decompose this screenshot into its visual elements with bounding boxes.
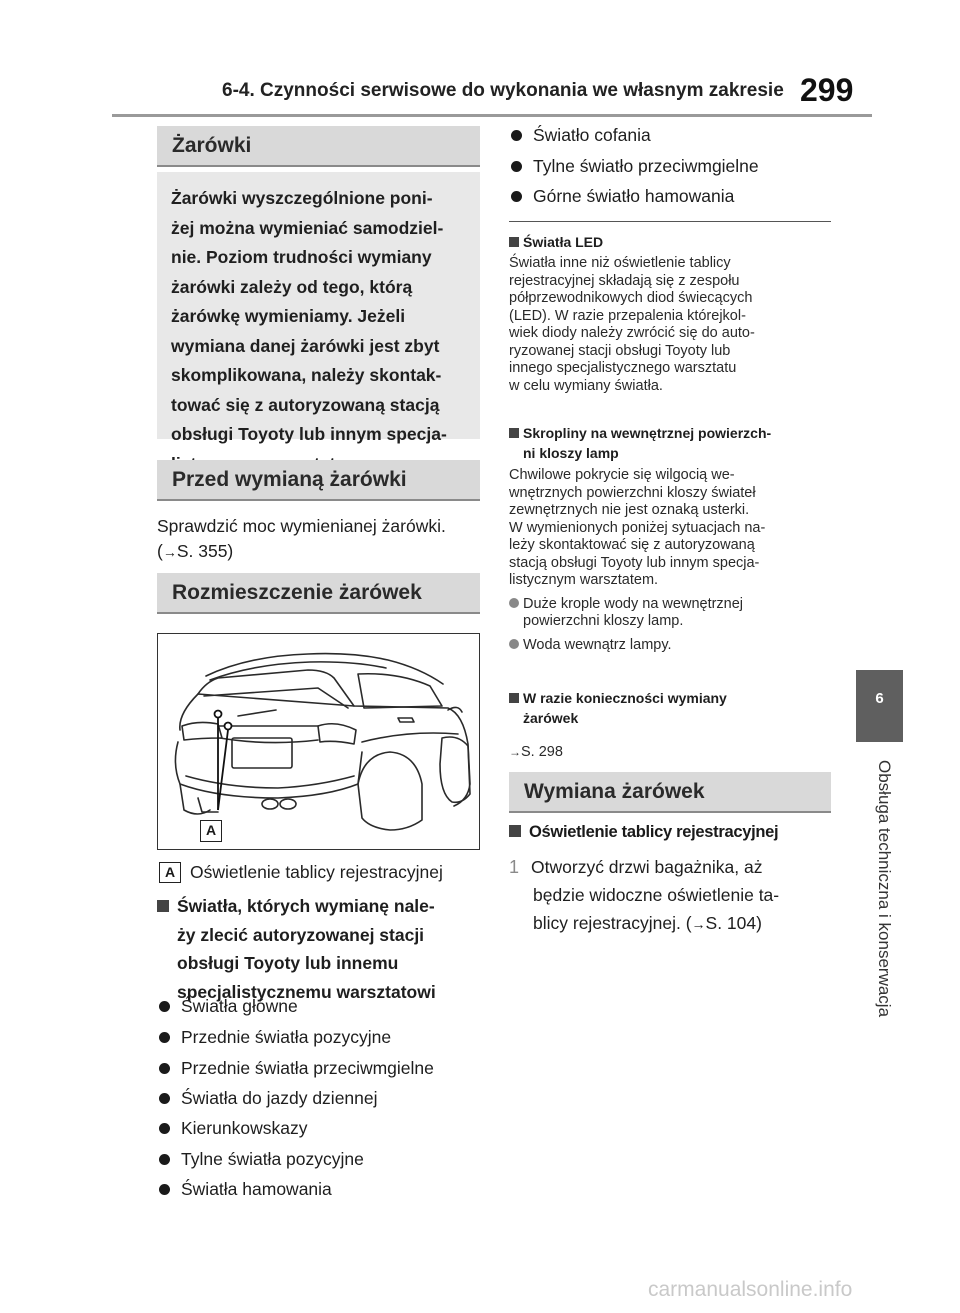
list-item: Przednie światła przeciwmgielne bbox=[157, 1058, 434, 1079]
bullet-dot-icon bbox=[509, 639, 519, 649]
intro-line: nie. Poziom trudności wymiany bbox=[171, 247, 432, 267]
bullet-dot-icon bbox=[159, 1123, 170, 1134]
note-replacement-heading: W razie konieczności wymiany bbox=[523, 690, 727, 706]
bullet-dot-icon bbox=[159, 1032, 170, 1043]
list-item: Światło cofania bbox=[509, 125, 651, 146]
note-led bbox=[509, 232, 839, 395]
intro-line: żarówki zależy od tego, którą bbox=[171, 276, 413, 297]
step-number: 1 bbox=[509, 857, 520, 877]
section-title-bulbs: Żarówki bbox=[157, 126, 480, 167]
square-bullet-icon bbox=[157, 900, 169, 912]
bullet-dot-icon bbox=[159, 1001, 170, 1012]
note-condensation-case: Woda wewnątrz lampy. bbox=[523, 636, 672, 653]
intro-line: żej można wymieniać samodziel- bbox=[171, 217, 444, 238]
step-text-line: Otworzyć drzwi bagażnika, aż bbox=[531, 857, 763, 877]
dealer-heading-line: ży zlecić autoryzowanej stacji bbox=[177, 924, 425, 945]
plate-lamp-heading-text: Oświetlenie tablicy rejestracyjnej bbox=[529, 823, 779, 841]
step-page-ref[interactable]: S. 104) bbox=[705, 913, 762, 933]
note-condensation-case: powierzchni kloszy lamp. bbox=[523, 613, 684, 629]
check-wattage-page-ref[interactable]: S. 355) bbox=[176, 541, 234, 561]
square-bullet-icon bbox=[509, 693, 519, 703]
intro-box bbox=[157, 172, 480, 444]
intro-line: obsługi Toyoty lub innym specja- bbox=[171, 424, 447, 444]
watermark: carmanualsonline.info bbox=[648, 1278, 853, 1301]
arrow-icon: → bbox=[691, 916, 706, 932]
check-wattage-open-paren: ( bbox=[157, 541, 163, 561]
step-1 bbox=[509, 853, 779, 938]
section-title-bulb-locations: Rozmieszczenie żarówek bbox=[157, 573, 480, 614]
list-item: Kierunkowskazy bbox=[157, 1118, 307, 1139]
note-led-line: półprzewodnikowych diod świecących bbox=[509, 290, 753, 306]
intro-line: Żarówki wyszczególnione poni- bbox=[171, 188, 433, 208]
step-text-line: będzie widoczne oświetlenie ta- bbox=[533, 885, 780, 905]
bullet-dot-icon bbox=[159, 1063, 170, 1074]
header-divider bbox=[112, 114, 872, 117]
note-led-line: w celu wymiany światła. bbox=[509, 377, 663, 394]
list-item: Światła hamowania bbox=[157, 1179, 332, 1200]
note-replacement-needed bbox=[509, 688, 839, 762]
bullet-dot-icon bbox=[509, 598, 519, 608]
intro-line: wymiana danej żarówki jest zbyt bbox=[171, 335, 440, 356]
intro-line: tować się z autoryzowaną stacją bbox=[171, 394, 440, 415]
note-led-line: innego specjalistycznego warsztatu bbox=[509, 360, 737, 376]
legend-callout-a: A bbox=[159, 862, 181, 883]
note-led-line: ryzowanej stacji obsługi Toyoty lub bbox=[509, 342, 731, 359]
step-text-line: blicy rejestracyjnej. ( bbox=[533, 913, 692, 933]
plate-lamp-heading bbox=[509, 823, 778, 842]
note-led-heading: Światła LED bbox=[523, 234, 604, 250]
bullet-dot-icon bbox=[511, 130, 522, 141]
section-title-replacing-bulbs: Wymiana żarówek bbox=[509, 772, 831, 813]
note-condensation-line: W wymienionych poniżej sytuacjach na- bbox=[509, 519, 766, 536]
notes-divider bbox=[509, 221, 831, 222]
note-condensation-line: listycznym warsztatem. bbox=[509, 572, 659, 588]
chapter-tab-title: Obsługa techniczna i konserwacja bbox=[875, 760, 894, 1018]
square-bullet-icon bbox=[509, 825, 521, 837]
list-item: Tylne światła pozycyjne bbox=[157, 1149, 364, 1170]
intro-line: żarówkę wymieniamy. Jeżeli bbox=[171, 306, 406, 326]
note-condensation-line: Chwilowe pokrycie się wilgocią we- bbox=[509, 467, 735, 483]
note-condensation-line: wnętrznych powierzchni kloszy świateł bbox=[509, 484, 756, 501]
check-wattage-ref bbox=[157, 541, 233, 562]
dealer-heading-line: specjalistycznemu warsztatowi bbox=[177, 981, 436, 1002]
dealer-heading-line: obsługi Toyoty lub innemu bbox=[177, 953, 399, 973]
dealer-lights-heading bbox=[157, 892, 436, 1006]
rear-car-illustration bbox=[157, 633, 480, 850]
note-replacement-heading: żarówek bbox=[523, 710, 579, 726]
check-wattage-text: Sprawdzić moc wymienianej żarówki. bbox=[157, 516, 446, 536]
section-title-before-replacing: Przed wymianą żarówki bbox=[157, 460, 480, 501]
note-condensation-heading: Skropliny na wewnętrznej powierzch- bbox=[523, 425, 772, 441]
bullet-dot-icon bbox=[159, 1093, 170, 1104]
list-item: Światła główne bbox=[157, 996, 298, 1017]
bullet-dot-icon bbox=[511, 191, 522, 202]
note-condensation-case: Duże krople wody na wewnętrznej bbox=[523, 595, 744, 612]
square-bullet-icon bbox=[509, 237, 519, 247]
bullet-dot-icon bbox=[511, 161, 522, 172]
list-item: Tylne światło przeciwmgielne bbox=[509, 156, 759, 177]
list-item: Światła do jazdy dziennej bbox=[157, 1088, 378, 1109]
chapter-tab-number: 6 bbox=[875, 690, 884, 707]
note-condensation-line: stacją obsługi Toyoty lub innym specja- bbox=[509, 554, 760, 571]
page-number: 299 bbox=[800, 72, 854, 108]
square-bullet-icon bbox=[509, 428, 519, 438]
note-led-line: (LED). W razie przepalenia którejkol- bbox=[509, 307, 746, 324]
intro-line: skomplikowana, należy skontak- bbox=[171, 365, 442, 385]
car-rear-drawing bbox=[158, 634, 480, 850]
note-condensation-heading: ni kloszy lamp bbox=[523, 445, 619, 461]
figure-callout-a: A bbox=[200, 820, 222, 842]
running-header-title: 6-4. Czynności serwisowe do wykonania we własnym zakresie bbox=[222, 80, 784, 101]
bullet-dot-icon bbox=[159, 1184, 170, 1195]
bullet-dot-icon bbox=[159, 1154, 170, 1165]
note-led-line: wiek diody należy zwrócić się do auto- bbox=[509, 325, 755, 341]
note-led-line: rejestracyjnej składają się z zespołu bbox=[509, 272, 740, 289]
note-replacement-page-ref[interactable]: S. 298 bbox=[521, 744, 563, 760]
arrow-icon: → bbox=[162, 544, 177, 560]
dealer-heading-line: Światła, których wymianę nale- bbox=[177, 896, 435, 916]
arrow-icon: → bbox=[509, 745, 521, 759]
note-led-line: Światła inne niż oświetlenie tablicy bbox=[509, 255, 731, 271]
note-condensation bbox=[509, 423, 839, 654]
list-item: Górne światło hamowania bbox=[509, 186, 734, 207]
note-condensation-line: leży skontaktować się z autoryzowaną bbox=[509, 537, 755, 553]
legend-text-a: Oświetlenie tablicy rejestracyjnej bbox=[190, 862, 443, 882]
note-condensation-line: zewnętrznych nie jest oznaką usterki. bbox=[509, 502, 750, 518]
list-item: Przednie światła pozycyjne bbox=[157, 1027, 391, 1048]
